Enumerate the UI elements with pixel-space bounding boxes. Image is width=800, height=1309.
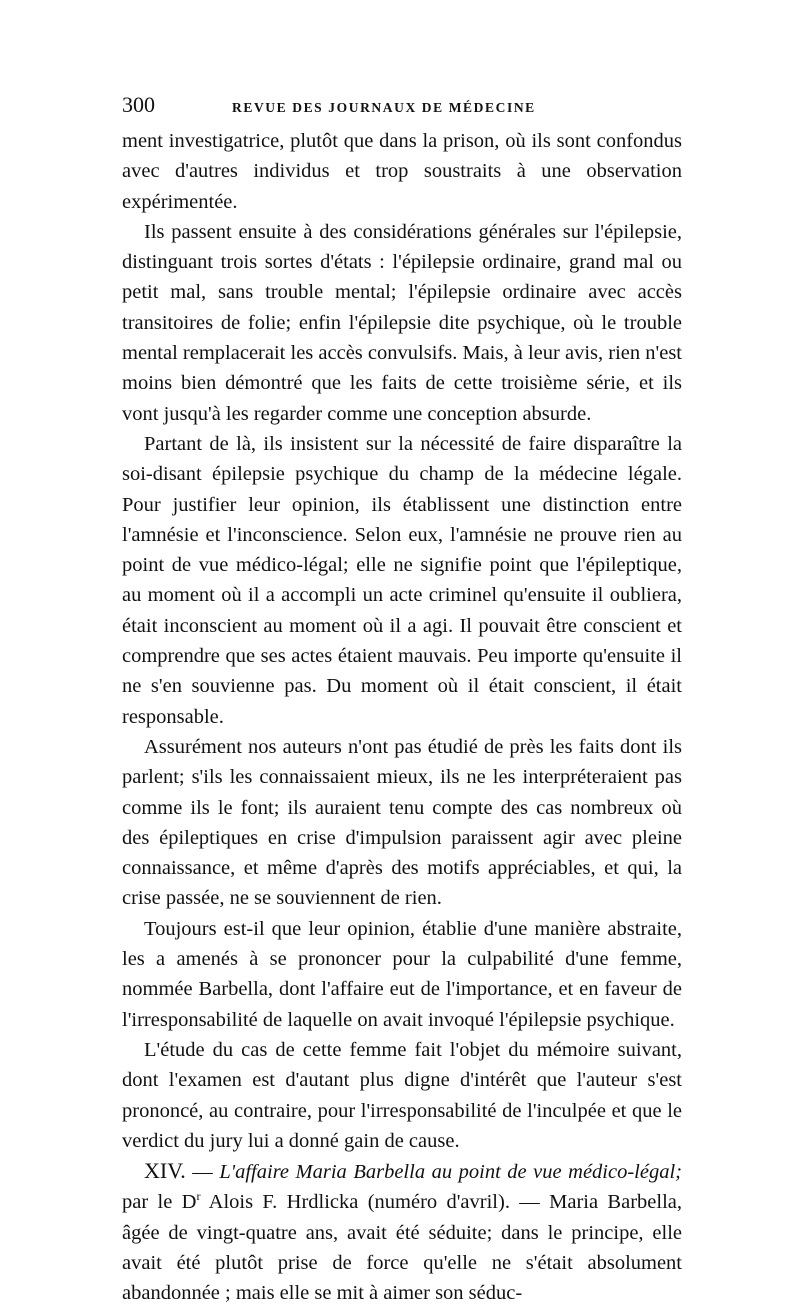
paragraph: Ils passent ensuite à des considérations générales sur l'épilepsie, distinguant trois sortes d'états : l'épilepsie ordinaire, grand mal ou petit mal, sans trouble mental; l'épilepsie ordinaire avec accès transitoires de folie; enfin l'épilepsie dite psychique, où le trouble mental remplacerait les accès convulsifs. Mais, à leur avis, rien n'est moins bien démontré que les faits de cette troisième série, et ils vont jusqu'à les regarder comme une conception absurde. [122,220,682,425]
paragraph: Assurément nos auteurs n'ont pas étudié de près les faits dont ils parlent; s'ils les connaissaient mieux, ils ne les interpréteraient pas comme ils le font; ils auraient tenu compte des cas nombreux où des épileptiques en crise d'impulsion paraissent agir avec pleine connaissance, et même d'après des motifs appréciables, et qui, la crise passée, ne se souviennent de rien. [122,735,682,910]
section-dash: — [185,1161,220,1184]
body-text [122,126,682,1309]
section-text: Alois F. Hrdlicka (numéro d'avril). — Maria Barbella, âgée de vingt-quatre ans, avait été séduite; dans le principe, elle avait été plutôt prise de force qu'elle ne s'était absolument abandonnée ; mais elle se mit à aimer son séduc- [122,1191,682,1305]
paragraph: ment investigatrice, plutôt que dans la prison, où ils sont confondus avec d'autres individus et trop soustraits à une observation expérimentée. [122,130,682,213]
section-by: par le D [122,1191,197,1214]
doctor-superscript: r [196,1189,201,1204]
section-title: L'affaire Maria Barbella au point de vue médico-légal; [219,1161,682,1184]
running-title: REVUE DES JOURNAUX DE MÉDECINE [232,100,536,115]
page-number: 300 [122,92,155,117]
page [122,92,682,1309]
section-xiv-paragraph [122,1156,682,1308]
paragraph: Partant de là, ils insistent sur la nécessité de faire disparaître la soi-disant épilepsie psychique du champ de la médecine légale. Pour justifier leur opinion, ils établissent une distinction entre l'amnésie et l'inconscience. Selon eux, l'amnésie ne prouve rien au point de vue médico-légal; elle ne signifie point que l'épileptique, au moment où il a accompli un acte criminel qu'ensuite il oubliera, était inconscient au moment où il a agi. Il pouvait être conscient et comprendre que ses actes étaient mauvais. Peu importe qu'ensuite il ne s'en souvienne pas. Du moment où il était conscient, il était responsable. [122,432,682,728]
running-header [122,92,682,126]
section-number: XIV. [144,1158,186,1184]
paragraph: L'étude du cas de cette femme fait l'objet du mémoire suivant, dont l'examen est d'autant plus digne d'intérêt que l'auteur s'est prononcé, au contraire, pour l'irresponsabilité de l'inculpée et que le verdict du jury lui a donné gain de cause. [122,1038,682,1152]
paragraph: Toujours est-il que leur opinion, établie d'une manière abstraite, les a amenés à se prononcer pour la culpabilité d'une femme, nommée Barbella, dont l'affaire eut de l'importance, et en faveur de l'irresponsabilité de laquelle on avait invoqué l'épilepsie psychique. [122,917,682,1031]
